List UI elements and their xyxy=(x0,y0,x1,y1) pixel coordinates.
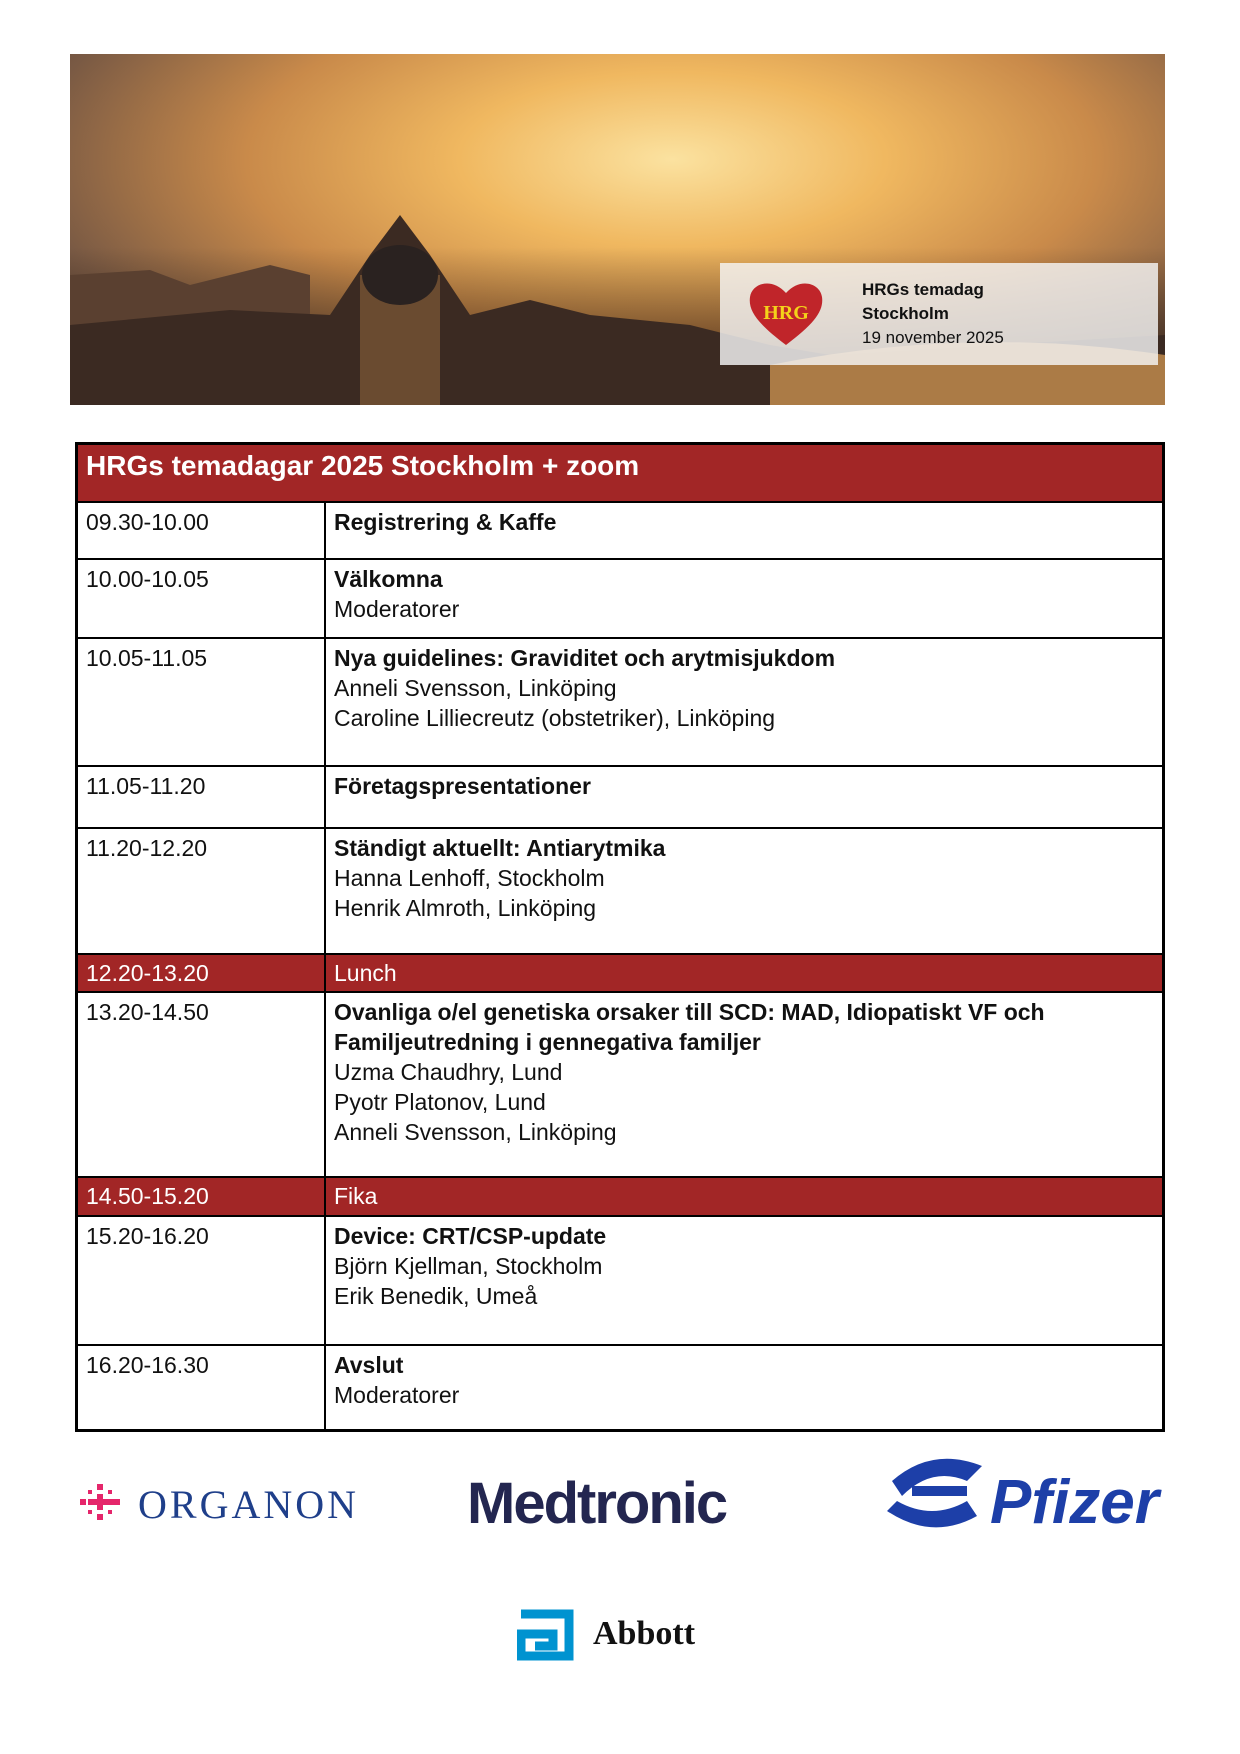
session-details xyxy=(325,954,1164,992)
svg-text:HRG: HRG xyxy=(763,302,809,324)
speaker: Moderatorer xyxy=(334,1382,460,1408)
table-row xyxy=(77,559,1164,638)
session-title: Nya guidelines: Graviditet och arytmisjukdom xyxy=(334,645,836,671)
break-row xyxy=(77,954,1164,992)
pfizer-logo xyxy=(882,1441,1172,1559)
speaker: Caroline Lilliecreutz (obstetriker), Linköping xyxy=(334,705,776,731)
stockholm-sunset-photo xyxy=(70,54,1165,405)
schedule-title: HRGs temadagar 2025 Stockholm + zoom xyxy=(77,444,1164,503)
session-time: 10.05-11.05 xyxy=(77,638,326,766)
banner-city: Stockholm xyxy=(862,304,949,323)
organon-logo xyxy=(76,1478,396,1528)
session-details xyxy=(325,1216,1164,1345)
speaker: Hanna Lenhoff, Stockholm xyxy=(334,865,605,891)
hrg-heart-logo xyxy=(748,279,824,347)
session-details xyxy=(325,828,1164,954)
session-time: 10.00-10.05 xyxy=(77,559,326,638)
break-row xyxy=(77,1177,1164,1216)
table-row xyxy=(77,1345,1164,1430)
speaker: Anneli Svensson, Linköping xyxy=(334,675,617,701)
speaker: Henrik Almroth, Linköping xyxy=(334,895,597,921)
banner-date: 19 november 2025 xyxy=(862,328,1004,347)
session-time: 12.20-13.20 xyxy=(77,954,326,992)
abbott-text: Abbott xyxy=(593,1615,696,1652)
pfizer-text: Pfizer xyxy=(990,1468,1159,1537)
session-title: Ovanliga o/el genetiska orsaker till SCD: MAD, Idiopatiskt VF och Familjeutredning i gennegativa familjer xyxy=(334,999,1045,1055)
session-details xyxy=(325,1345,1164,1430)
session-time: 09.30-10.00 xyxy=(77,502,326,559)
session-details xyxy=(325,992,1164,1177)
event-info-box xyxy=(720,263,1158,365)
medtronic-logo: Medtronic xyxy=(467,1471,727,1536)
session-time: 15.20-16.20 xyxy=(77,1216,326,1345)
session-time: 11.05-11.20 xyxy=(77,766,326,828)
speaker: Moderatorer xyxy=(334,596,460,622)
session-title: Företagspresentationer xyxy=(334,773,591,799)
session-title: Registrering & Kaffe xyxy=(334,509,557,535)
session-time: 16.20-16.30 xyxy=(77,1345,326,1430)
table-row xyxy=(77,992,1164,1177)
session-title: Välkomna xyxy=(334,566,443,592)
session-time: 11.20-12.20 xyxy=(77,828,326,954)
session-title: Lunch xyxy=(334,960,397,986)
speaker: Björn Kjellman, Stockholm xyxy=(334,1253,603,1279)
table-row xyxy=(77,502,1164,559)
session-time: 14.50-15.20 xyxy=(77,1177,326,1216)
session-time: 13.20-14.50 xyxy=(77,992,326,1177)
session-title: Ständigt aktuellt: Antiarytmika xyxy=(334,835,666,861)
session-title: Avslut xyxy=(334,1352,404,1378)
session-title: Fika xyxy=(334,1183,378,1209)
organon-text: ORGANON xyxy=(138,1482,359,1527)
session-details xyxy=(325,502,1164,559)
table-row xyxy=(77,1216,1164,1345)
schedule-table xyxy=(75,442,1165,1432)
banner-title: HRGs temadag xyxy=(862,280,984,299)
session-details xyxy=(325,559,1164,638)
table-row xyxy=(77,828,1164,954)
session-title: Device: CRT/CSP-update xyxy=(334,1223,607,1249)
speaker: Uzma Chaudhry, Lund xyxy=(334,1059,563,1085)
abbott-logo xyxy=(517,1606,727,1662)
table-row xyxy=(77,766,1164,828)
session-details xyxy=(325,766,1164,828)
session-details xyxy=(325,1177,1164,1216)
table-row xyxy=(77,638,1164,766)
speaker: Erik Benedik, Umeå xyxy=(334,1283,538,1309)
speaker: Anneli Svensson, Linköping xyxy=(334,1119,617,1145)
session-details xyxy=(325,638,1164,766)
speaker: Pyotr Platonov, Lund xyxy=(334,1089,546,1115)
